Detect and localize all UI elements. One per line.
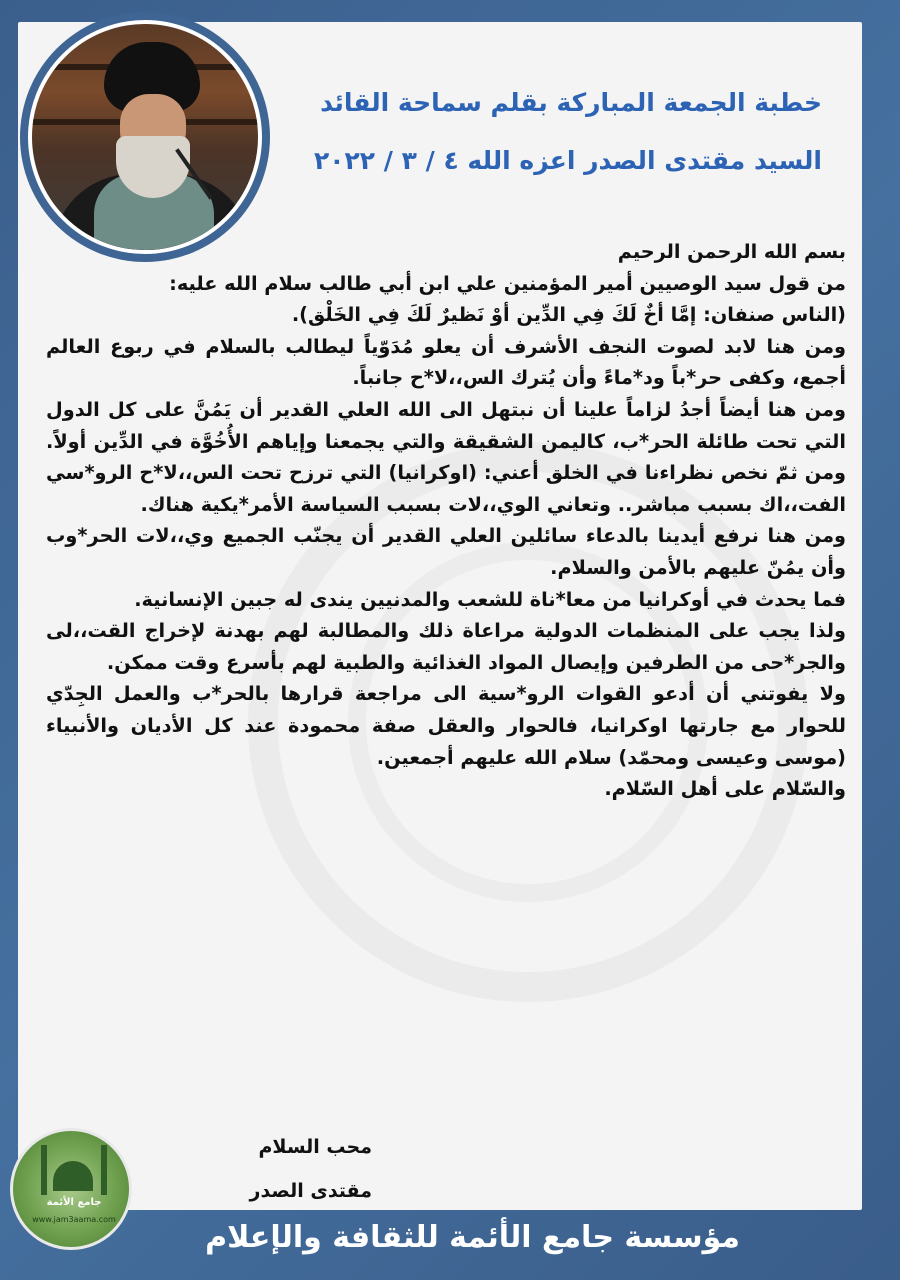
footer-institution-name: مؤسسة جامع الأئمة للثقافة والإعلام: [205, 1220, 740, 1255]
institution-logo: [10, 1128, 132, 1250]
minaret-icon: [41, 1145, 47, 1195]
paragraph: (الناس صنفان: إمَّا أخٌ لَكَ فِي الدِّين أوْ نَظيرٌ لَكَ فِي الخَلْق).: [291, 303, 846, 327]
logo-url: www.jam3aama.com: [32, 1215, 116, 1224]
sermon-body: [46, 236, 846, 805]
signature-line-1: محب السلام: [258, 1136, 372, 1158]
paragraph: من قول سيد الوصيين أمير المؤمنين علي ابن أبي طالب سلام الله عليه:: [169, 271, 846, 295]
basmala: بسم الله الرحمن الرحيم: [617, 240, 846, 263]
signature-line-2: مقتدى الصدر: [249, 1180, 372, 1202]
paragraph: ولذا يجب على المنظمات الدولية مراعاة ذلك والمطالبة لهم بهدنة لإخراج القت،،لى والجر*حى من الطرفين وإيصال المواد الغذائية والطبية لهم بأسرع وقت ممكن.: [46, 619, 846, 674]
speaker-portrait: [28, 20, 262, 254]
paragraph: ولا يفوتني أن أدعو القوات الرو*سية الى مراجعة قرارها بالحر*ب والعمل الجِدّي للحوار مع جارتها اوكرانيا، فالحوار والعقل صفة محمودة عند كل الأديان والأنبياء (موسى وعيسى ومحمّد) سلام الله عليهم أجمعين.: [46, 682, 846, 769]
title-line-1: خطبة الجمعة المباركة بقلم سماحة القائد: [320, 88, 822, 117]
paragraph: ومن هنا أيضاً أجدُ لزاماً علينا أن نبتهل الى الله العلي القدير أن يَمُنَّ على كل الدول التي تحت طائلة الحر*ب، كاليمن الشقيقة والتي يجمعنا وإياهم الأُخُوَّة في الدِّين أولاً. ومن ثمّ نخص نظراءنا في الخلق أعني: (اوكرانيا) التي ترزح تحت الس،،لا*ح الرو*سي الفت،،اك بسبب مباشر.. وتعاني الوي،،لات بسبب السياسة الأمر*يكية هناك.: [46, 397, 846, 516]
paragraph: والسّلام على أهل السّلام.: [604, 777, 846, 801]
logo-name: جامع الأئمة: [46, 1197, 102, 1208]
dome-icon: [53, 1161, 93, 1191]
paragraph: فما يحدث في أوكرانيا من معا*ناة للشعب والمدنيين يندى له جبين الإنسانية.: [134, 587, 846, 611]
title-line-2: السيد مقتدى الصدر اعزه الله ٤ / ٣ / ٢٠٢٢: [314, 146, 822, 175]
minaret-icon: [101, 1145, 107, 1195]
paragraph: ومن هنا لابد لصوت النجف الأشرف أن يعلو مُدَوّياً ليطالب بالسلام في ربوع العالم أجمع، وكفى حر*باً ود*ماءً وأن يُترك الس،،لا*ح جانباً.: [46, 334, 846, 390]
paragraph: ومن هنا نرفع أيدينا بالدعاء سائلين العلي القدير أن يجنّب الجميع وي،،لات الحر*وب وأن يمُنّ عليهم بالأمن والسلام.: [46, 524, 846, 579]
